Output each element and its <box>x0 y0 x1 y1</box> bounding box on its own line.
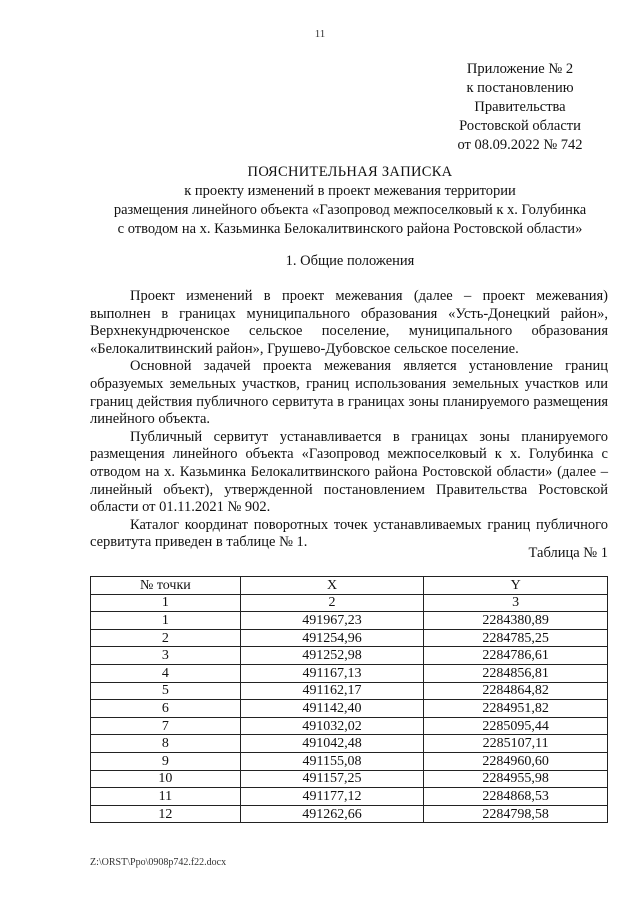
x-coordinate-cell: 491157,25 <box>240 770 424 788</box>
table-row <box>91 770 608 788</box>
table-row <box>91 805 608 823</box>
paragraph: Проект изменений в проект межевания (далее – проект межевания) выполнен в границах муниципального образования «Усть-Донецкий район», Верхнекундрюченское сельское поселение, муниципального образования «Белокалитвинский район», Грушево-Дубовское сельское поселение. <box>90 288 608 357</box>
point-number-cell: 12 <box>91 805 241 823</box>
x-coordinate-cell: 491162,17 <box>240 682 424 700</box>
table-row <box>91 612 608 630</box>
table-row <box>91 700 608 718</box>
y-coordinate-cell: 2284951,82 <box>424 700 608 718</box>
y-coordinate-cell: 2284786,61 <box>424 647 608 665</box>
y-coordinate-cell: 2285107,11 <box>424 735 608 753</box>
point-number-cell: 3 <box>91 647 241 665</box>
x-coordinate-cell: 491177,12 <box>240 788 424 806</box>
document-title <box>60 163 640 239</box>
y-coordinate-cell: 2284955,98 <box>424 770 608 788</box>
paragraph: Публичный сервитут устанавливается в границах зоны планируемого размещения линейного объекта «Газопровод межпоселковый к х. Голубинка с отводом на х. Казьминка Белокалитвинского района Ростовской области» (далее – линейный объект), утвержденной постановлением Правительства Ростовской области от 01.11.2021 № 902. <box>90 428 608 516</box>
title-line: с отводом на х. Казьминка Белокалитвинского района Ростовской области» <box>117 221 583 237</box>
column-number: 2 <box>240 594 424 612</box>
x-coordinate-cell: 491254,96 <box>240 629 424 647</box>
column-header-x: X <box>240 577 424 595</box>
point-number-cell: 7 <box>91 717 241 735</box>
point-number-cell: 11 <box>91 788 241 806</box>
paragraph: Основной задачей проекта межевания является установление границ образуемых земельных участков, границ использования земельных участков или границ действия публичного сервитута в границах зоны планируемого размещения линейного объекта. <box>90 358 608 428</box>
point-number-cell: 5 <box>91 682 241 700</box>
column-numbering-row <box>91 594 608 612</box>
x-coordinate-cell: 491252,98 <box>240 647 424 665</box>
paragraph: Каталог координат поворотных точек устанавливаемых границ публичного сервитута приведен в таблице № 1. <box>90 516 608 551</box>
appendix-line: Ростовской области <box>459 118 581 134</box>
section-heading: 1. Общие положения <box>285 253 415 269</box>
y-coordinate-cell: 2284785,25 <box>424 629 608 647</box>
table-header-row <box>91 577 608 595</box>
body-text <box>90 288 608 552</box>
column-number: 3 <box>424 594 608 612</box>
x-coordinate-cell: 491042,48 <box>240 735 424 753</box>
coordinates-table <box>90 576 608 823</box>
title-heading: ПОЯСНИТЕЛЬНАЯ ЗАПИСКА <box>247 164 453 180</box>
table-row <box>91 629 608 647</box>
table-row <box>91 647 608 665</box>
column-header-y: Y <box>424 577 608 595</box>
x-coordinate-cell: 491262,66 <box>240 805 424 823</box>
point-number-cell: 8 <box>91 735 241 753</box>
point-number-cell: 1 <box>91 612 241 630</box>
x-coordinate-cell: 491032,02 <box>240 717 424 735</box>
table-row <box>91 717 608 735</box>
y-coordinate-cell: 2284868,53 <box>424 788 608 806</box>
point-number-cell: 9 <box>91 752 241 770</box>
column-number: 1 <box>91 594 241 612</box>
point-number-cell: 2 <box>91 629 241 647</box>
title-line: размещения линейного объекта «Газопровод межпоселковый к х. Голубинка <box>113 202 587 218</box>
y-coordinate-cell: 2284380,89 <box>424 612 608 630</box>
point-number-cell: 4 <box>91 664 241 682</box>
y-coordinate-cell: 2284864,82 <box>424 682 608 700</box>
x-coordinate-cell: 491155,08 <box>240 752 424 770</box>
y-coordinate-cell: 2285095,44 <box>424 717 608 735</box>
appendix-line: от 08.09.2022 № 742 <box>457 137 583 153</box>
file-path-footer: Z:\ORST\Ppo\0908p742.f22.docx <box>90 857 227 868</box>
column-header-point: № точки <box>91 577 241 595</box>
x-coordinate-cell: 491967,23 <box>240 612 424 630</box>
table-row <box>91 664 608 682</box>
page-number: 11 <box>314 28 326 40</box>
table-row <box>91 788 608 806</box>
table-row <box>91 735 608 753</box>
y-coordinate-cell: 2284856,81 <box>424 664 608 682</box>
x-coordinate-cell: 491167,13 <box>240 664 424 682</box>
appendix-line: к постановлению <box>466 80 574 96</box>
appendix-line: Приложение № 2 <box>466 61 574 77</box>
table-caption: Таблица № 1 <box>528 545 608 561</box>
y-coordinate-cell: 2284798,58 <box>424 805 608 823</box>
point-number-cell: 6 <box>91 700 241 718</box>
appendix-line: Правительства <box>474 99 566 115</box>
appendix-reference <box>440 60 600 155</box>
table-row <box>91 682 608 700</box>
title-line: к проекту изменений в проект межевания территории <box>184 183 516 199</box>
table-row <box>91 752 608 770</box>
point-number-cell: 10 <box>91 770 241 788</box>
x-coordinate-cell: 491142,40 <box>240 700 424 718</box>
y-coordinate-cell: 2284960,60 <box>424 752 608 770</box>
